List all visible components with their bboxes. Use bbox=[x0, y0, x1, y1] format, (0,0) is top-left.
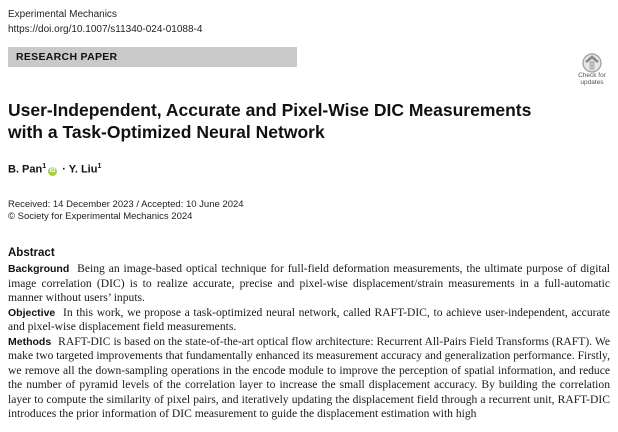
author-list bbox=[8, 163, 101, 176]
received-accepted-dates: Received: 14 December 2023 / Accepted: 10 June 2024 bbox=[8, 199, 244, 210]
author-name[interactable]: Y. Liu bbox=[68, 163, 98, 176]
section-text: RAFT-DIC is based on the state-of-the-art optical flow architecture: Recurrent All-Pairs Field Transforms (RAFT). We make two targeted improvements that fundamentally enhanced its measurement accuracy and generalization performance. Firstly, we remove all the down-sampling operations in the encode module to improve the perception of spatial information, and reduce the number of pyramid levels of the correlation layer to increase the small displacement accuracy. By building the correlation layer to compute the similarity of pixel pairs, and iteratively updating the displacement field through a recurrent unit, RAFT-DIC introduces the prior information of DIC measurement to guide the displacement estimation with high bbox=[8, 334, 610, 420]
author-name[interactable]: B. Pan bbox=[8, 163, 43, 176]
article-type-banner bbox=[8, 47, 297, 67]
journal-name: Experimental Mechanics bbox=[8, 9, 117, 20]
section-label: Objective bbox=[8, 306, 56, 319]
orcid-icon[interactable]: iD bbox=[49, 167, 56, 174]
abstract-section bbox=[8, 335, 610, 422]
section-label: Methods bbox=[8, 335, 52, 348]
abstract-heading: Abstract bbox=[8, 247, 55, 259]
copyright-notice: © Society for Experimental Mechanics 2024 bbox=[8, 211, 193, 222]
abstract-section bbox=[8, 306, 610, 335]
article-title: User-Independent, Accurate and Pixel-Wise DIC Measurements with a Task-Optimized Neural Network bbox=[8, 100, 532, 142]
affiliation-mark: 1 bbox=[97, 163, 102, 170]
crossmark-label-line1: Check for bbox=[578, 72, 606, 79]
section-text: In this work, we propose a task-optimized neural network, called RAFT-DIC, to achieve user-independent, accurate and pixel-wise displacement field measurements. bbox=[8, 305, 610, 333]
abstract-body bbox=[8, 262, 610, 422]
abstract-section bbox=[8, 262, 610, 306]
section-text: Being an image-based optical technique for full-field deformation measurements, the ultimate purpose of digital image correlation (DIC) is to realize accurate, precise and pixel-wise displacement/strain measurements in a full-automatic manner without users’ inputs. bbox=[8, 262, 610, 304]
crossmark-label-line2: updates bbox=[580, 79, 604, 86]
affiliation-mark: 1 bbox=[42, 163, 47, 170]
article-type-label: RESEARCH PAPER bbox=[16, 51, 118, 63]
section-label: Background bbox=[8, 263, 70, 275]
author-separator: · bbox=[62, 163, 66, 176]
crossmark-label[interactable] bbox=[571, 72, 613, 86]
doi-link[interactable]: https://doi.org/10.1007/s11340-024-01088-4 bbox=[8, 24, 203, 35]
